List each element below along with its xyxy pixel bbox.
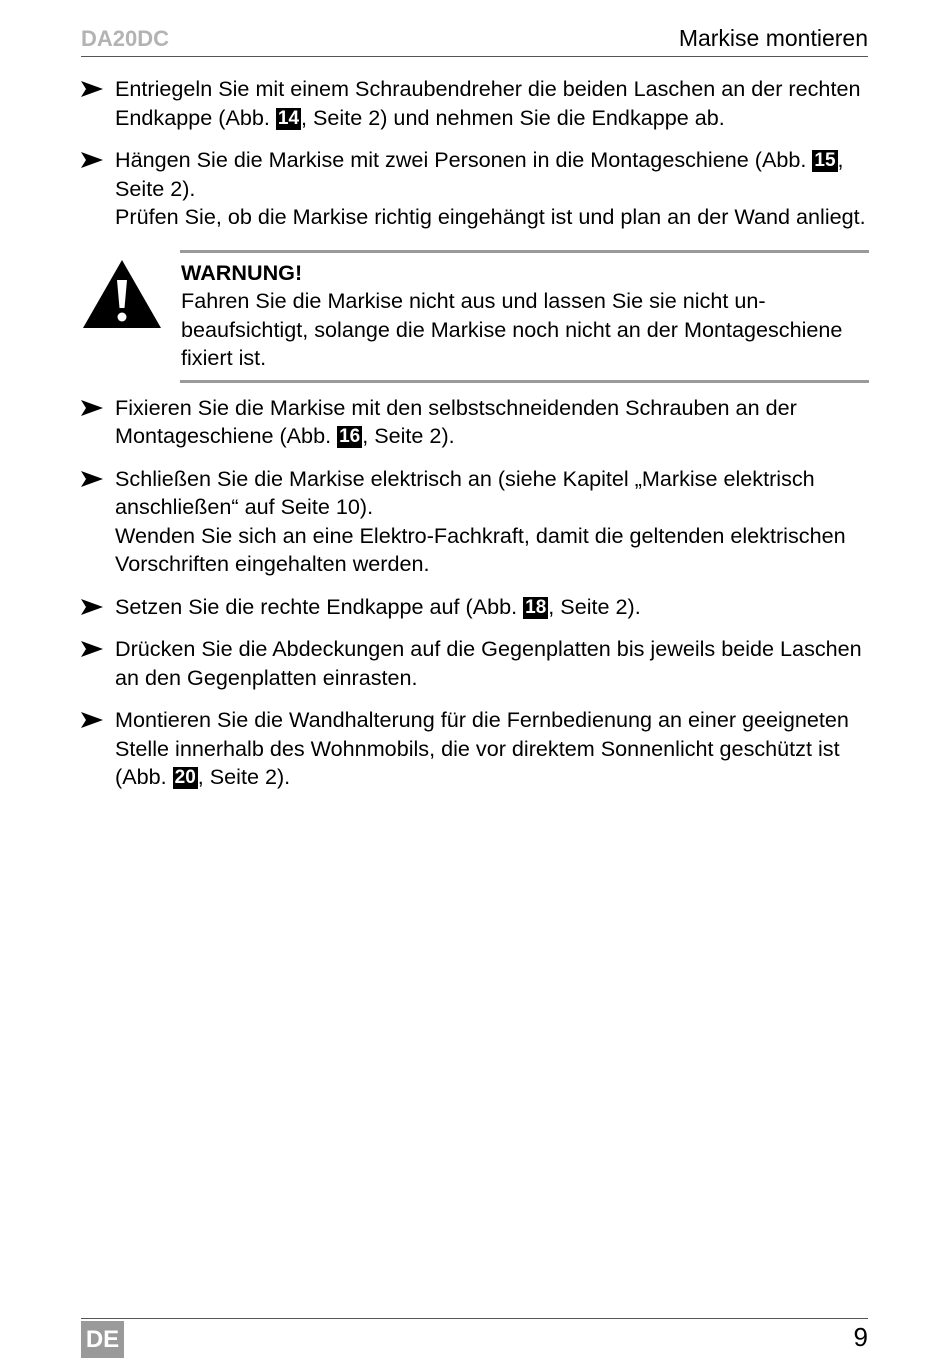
footer-divider bbox=[81, 1318, 868, 1319]
step-text: Fixieren Sie die Markise mit den selbstschneidenden Schrauben an der Montageschiene (Abb. 16, Seite 2). bbox=[115, 394, 797, 448]
step-text: Entriegeln Sie mit einem Schraubendreher die beiden Laschen an der rechten Endkappe (Abb. 14, Seite 2) und nehmen Sie die Endkappe ab. bbox=[115, 76, 861, 130]
step-item bbox=[81, 394, 869, 451]
step-item bbox=[81, 75, 869, 132]
arrow-bullet-icon bbox=[81, 146, 105, 174]
figure-ref: 16 bbox=[339, 426, 361, 447]
page-header bbox=[81, 24, 868, 57]
figure-ref: 20 bbox=[174, 767, 196, 788]
step-item bbox=[81, 635, 869, 692]
arrow-bullet-icon bbox=[81, 593, 105, 621]
page-content bbox=[81, 75, 869, 806]
step-text: Setzen Sie die rechte Endkappe auf (Abb. 18, Seite 2). bbox=[115, 593, 641, 619]
step-text: Wenden Sie sich an eine Elektro-Fachkraft, damit die geltenden elektrischen Vorschriften eingehalten werden. bbox=[115, 522, 846, 576]
model-name: DA20DC bbox=[81, 26, 170, 51]
step-text: Schließen Sie die Markise elektrisch an (siehe Kapitel „Markise elektrisch anschließen“ auf Seite 10). bbox=[115, 465, 815, 519]
step-text: Drücken Sie die Abdeckungen auf die Gegenplatten bis jeweils beide Laschen an den Gegenplatten einrasten. bbox=[115, 636, 862, 690]
step-text: Hängen Sie die Markise mit zwei Personen in die Montageschiene (Abb. 15, Seite 2). bbox=[115, 147, 844, 201]
figure-ref: 18 bbox=[525, 596, 547, 618]
figure-ref: 15 bbox=[814, 150, 836, 171]
arrow-bullet-icon bbox=[81, 75, 105, 103]
warning-text: Fahren Sie die Markise nicht aus und lassen Sie sie nicht unbeaufsichtigt, solange die Markise noch nicht an der Montageschiene fixiert ist. bbox=[181, 288, 843, 370]
arrow-bullet-icon bbox=[81, 394, 105, 422]
warning-title: WARNUNG! bbox=[181, 259, 303, 285]
step-text: Prüfen Sie, ob die Markise richtig eingehängt ist und plan an der Wand anliegt. bbox=[115, 204, 866, 229]
step-item bbox=[81, 465, 869, 579]
arrow-bullet-icon bbox=[81, 706, 105, 734]
warning-box bbox=[81, 250, 869, 376]
step-text: Montieren Sie die Wandhalterung für die Fernbedienung an einer geeigneten Stelle innerhalb des Wohnmobils, die vor direktem Sonnenlicht geschützt ist (Abb. 20, Seite 2). bbox=[115, 707, 849, 789]
figure-ref: 14 bbox=[277, 107, 300, 129]
page-number: 9 bbox=[853, 1322, 868, 1352]
language-badge: DE bbox=[81, 1321, 124, 1358]
arrow-bullet-icon bbox=[81, 635, 105, 663]
warning-triangle-icon bbox=[81, 258, 163, 330]
warning-content bbox=[180, 250, 869, 383]
step-item bbox=[81, 706, 869, 792]
arrow-bullet-icon bbox=[81, 465, 105, 493]
section-title: Markise montieren bbox=[678, 25, 868, 51]
step-item bbox=[81, 593, 869, 622]
step-item bbox=[81, 146, 869, 232]
